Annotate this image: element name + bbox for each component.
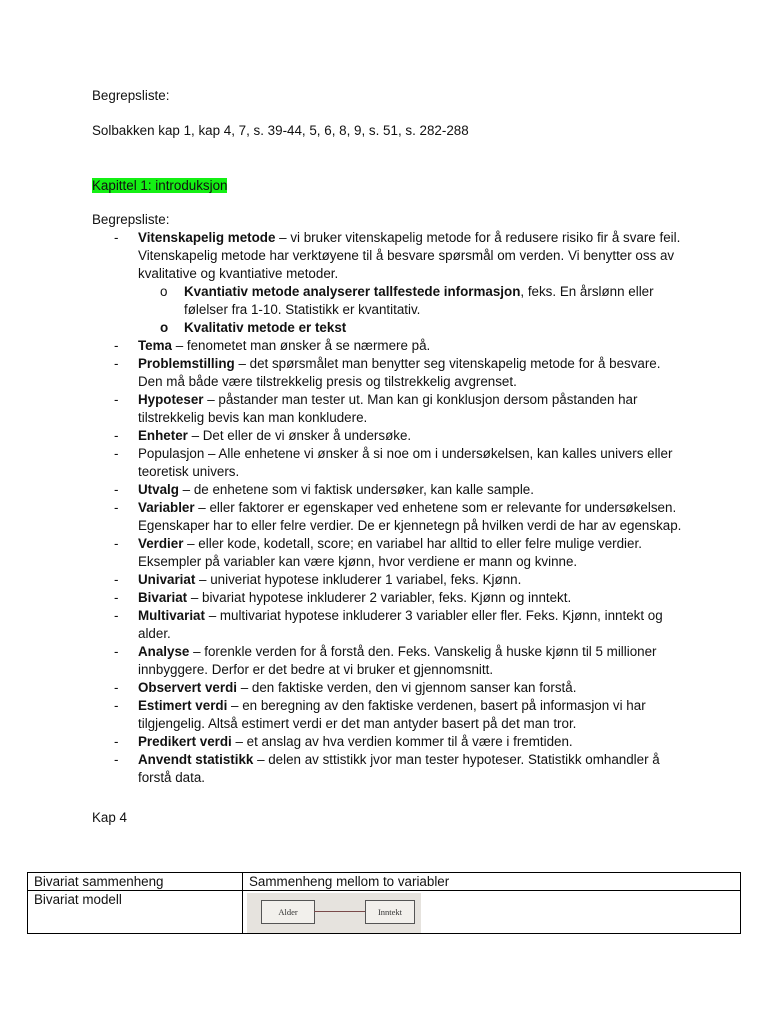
- list-item: - Problemstilling – det spørsmålet man benytter seg vitenskapelig metode for å besvare. Den må både være tilstrekkelig presis og tilstrekkelig avgrenset.: [114, 356, 661, 389]
- table-cell-label: Bivariat sammenheng: [28, 873, 243, 891]
- list-item: - Estimert verdi – en beregning av den faktiske verdenen, basert på informasjon vi har tilgjengelig. Altså estimert verdi er det man antyder basert på det man tror.: [114, 698, 646, 731]
- list-item: - Analyse – forenkle verden for å forstå den. Feks. Vanskelig å huske kjønn til 5 millioner innbyggere. Derfor er det bedre at vi bruker et gjennomsnitt.: [114, 644, 657, 677]
- list-item: - Univariat – univeriat hypotese inkluderer 1 variabel, feks. Kjønn.: [114, 572, 522, 587]
- list-item: - Bivariat – bivariat hypotese inkluderer 2 variabler, feks. Kjønn og inntekt.: [114, 590, 572, 605]
- sub-list-item: o Kvantiativ metode analyserer tallfestede informasjon, feks. En årslønn eller følelser fra 1-10. Statistikk er kvantitativ.: [160, 284, 654, 317]
- list-item: - Verdier – eller kode, kodetall, score; en variabel har alltid to eller felre mulige verdier. Eksempler på variabler kan være kjønn, hvor verdiene er mann og kvinne.: [114, 536, 642, 569]
- list-item: - Hypoteser – påstander man tester ut. Man kan gi konklusjon dersom påstanden har tilstrekkelig bevis kan man konkludere.: [114, 392, 638, 425]
- sources-line: Solbakken kap 1, kap 4, 7, s. 39-44, 5, 6, 8, 9, s. 51, s. 282-288: [92, 123, 469, 138]
- table-row: [28, 873, 741, 891]
- list-item: - Populasjon – Alle enhetene vi ønsker å si noe om i undersøkelsen, kan kalles univers eller teoretisk univers.: [114, 446, 673, 479]
- sub-list-item: o Kvalitativ metode er tekst: [160, 320, 347, 335]
- list-item: - Variabler – eller faktorer er egenskaper ved enhetene som er relevante for undersøkelsen. Egenskaper har to eller felre verdier. De er kjennetegn på hvilken verdi de har av egenskap.: [114, 500, 682, 533]
- list-item: - Utvalg – de enhetene som vi faktisk undersøker, kan kalle sample.: [114, 482, 534, 497]
- bivariate-model-diagram: [247, 893, 421, 933]
- table-row: [28, 891, 741, 934]
- term-list: [92, 229, 682, 787]
- list-item: - Enheter – Det eller de vi ønsker å undersøke.: [114, 428, 412, 443]
- sub-list: [138, 283, 682, 337]
- chapter1-title-highlight: Kapittel 1: introduksjon: [92, 178, 228, 193]
- chapter4-title: Kap 4: [92, 810, 127, 825]
- list-item: - Anvendt statistikk – delen av sttistikk jvor man tester hypoteser. Statistikk omhandler å forstå data.: [114, 752, 660, 785]
- diagram-connector: [314, 911, 365, 912]
- chapter4-table: [27, 872, 741, 934]
- table-cell-label: Bivariat modell: [28, 891, 243, 934]
- chapter1-list-heading: Begrepsliste:: [92, 212, 170, 227]
- list-item: - Tema – fenometet man ønsker å se nærmere på.: [114, 338, 431, 353]
- list-item: - Vitenskapelig metode – vi bruker vitenskapelig metode for å redusere risiko fir å svare feil. Vitenskapelig metode har verktøyene til å besvare spørsmål om verden. Vi benytter oss av kvalitative og kvantiative metoder. o Kvantiativ metode analyserer tallfestede informasjon, feks. En årslønn eller følelser fra 1-10. Statistikk er kvantitativ. o Kvalitativ metode er tekst: [114, 230, 681, 335]
- list-item: - Observert verdi – den faktiske verden, den vi gjennom sanser kan forstå.: [114, 680, 577, 695]
- table-cell-diagram: [243, 891, 741, 934]
- list-item: - Multivariat – multivariat hypotese inkluderer 3 variabler eller fler. Feks. Kjønn, inntekt og alder.: [114, 608, 663, 641]
- diagram-box-inntekt: Inntekt: [365, 900, 415, 924]
- list-item: - Predikert verdi – et anslag av hva verdien kommer til å være i fremtiden.: [114, 734, 573, 749]
- table-cell-value: Sammenheng mellom to variabler: [243, 873, 741, 891]
- heading-begrepsliste: Begrepsliste:: [92, 88, 170, 103]
- chapter1-title: [92, 177, 227, 195]
- diagram-box-alder: Alder: [261, 900, 315, 924]
